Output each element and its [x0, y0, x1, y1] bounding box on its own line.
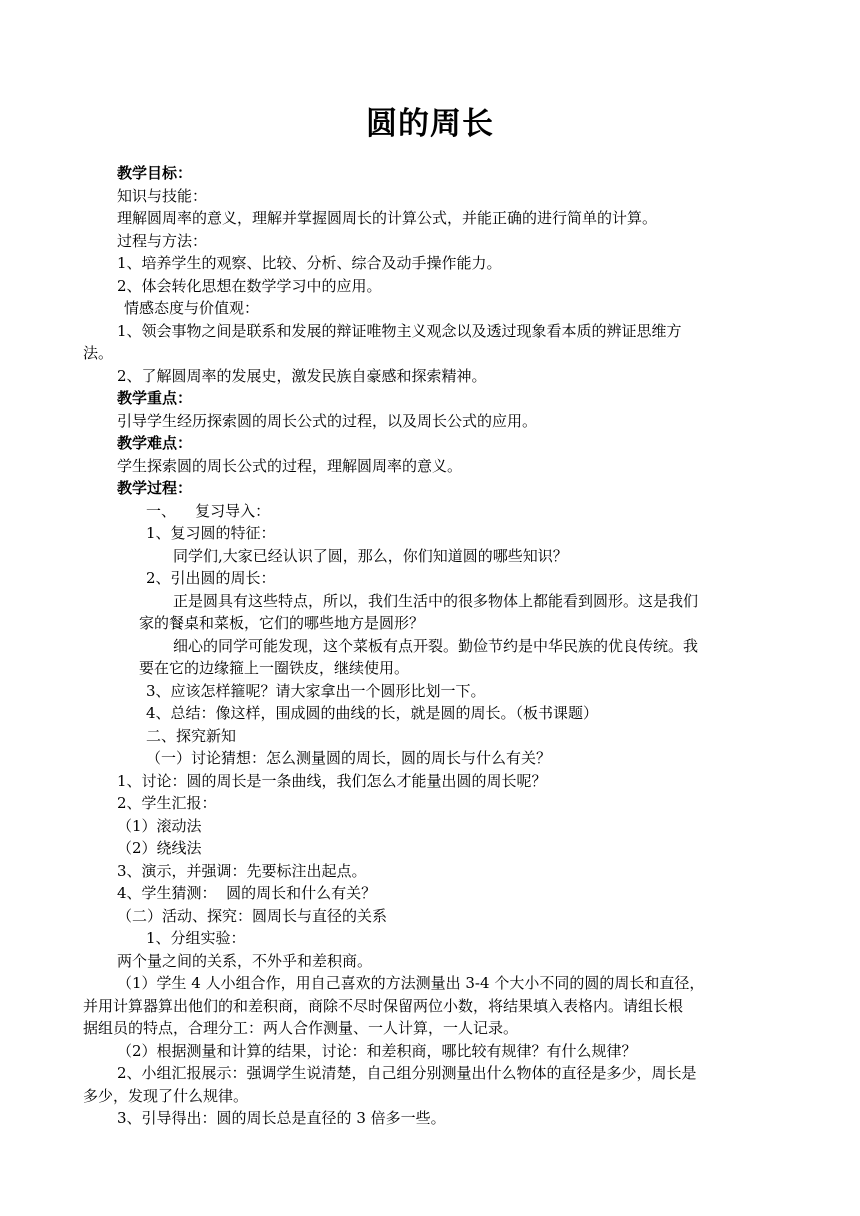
text-line: 1、培养学生的观察、比较、分析、综合及动手操作能力。: [117, 254, 502, 272]
text-line: 1、复习圆的特征：: [146, 524, 276, 542]
text-line: 法。: [83, 344, 114, 362]
heading-difficulties: 教学难点：: [117, 434, 193, 452]
text-line: 学生探索圆的周长公式的过程，理解圆周率的意义。: [117, 457, 463, 475]
heading-teaching-process: 教学过程：: [117, 479, 193, 497]
text-line: 2、小组汇报展示：强调学生说清楚，自己组分别测量出什么物体的直径是多少，周长是: [117, 1064, 697, 1082]
text-line: （1）学生 4 人小组合作，用自己喜欢的方法测量出 3-4 个大小不同的圆的周长和直径，: [117, 974, 705, 992]
text-line: 3、演示，并强调：先要标注出起点。: [117, 862, 367, 880]
text-line: 细心的同学可能发现，这个菜板有点开裂。勤俭节约是中华民族的优良传统。我: [173, 637, 699, 655]
text-line: 2、引出圆的周长：: [146, 569, 276, 587]
text-line: （二）活动、探究：圆周长与直径的关系: [117, 907, 388, 925]
text-line: 3、应该怎样箍呢？请大家拿出一个圆形比划一下。: [146, 682, 486, 700]
text-line: 2、体会转化思想在数学学习中的应用。: [117, 277, 382, 295]
text-line: 4、总结：像这样，围成圆的曲线的长，就是圆的周长。（板书课题）: [146, 704, 599, 722]
text-line: 正是圆具有这些特点，所以，我们生活中的很多物体上都能看到圆形。这是我们: [173, 592, 699, 610]
text-line: （一）讨论猜想：怎么测量圆的周长，圆的周长与什么有关？: [146, 749, 552, 767]
text-line: 理解圆周率的意义，理解并掌握圆周长的计算公式，并能正确的进行简单的计算。: [117, 209, 658, 227]
text-line: （1）滚动法: [117, 817, 202, 835]
text-line: 情感态度与价值观：: [124, 299, 260, 317]
text-line: 1、领会事物之间是联系和发展的辩证唯物主义观念以及透过现象看本质的辨证思维方: [117, 322, 682, 340]
text-line: 家的餐桌和菜板，它们的哪些地方是圆形？: [139, 614, 425, 632]
text-line: 据组员的特点，合理分工：两人合作测量、一人计算，一人记录。: [83, 1019, 519, 1037]
text-line: 两个量之间的关系，不外乎和差积商。: [117, 952, 373, 970]
section-heading: 一、 复习导入：: [146, 502, 271, 520]
text-line: 1、分组实验：: [146, 929, 246, 947]
text-line: 同学们,大家已经认识了圆，那么，你们知道圆的哪些知识？: [173, 547, 568, 565]
text-line: 要在它的边缘箍上一圈铁皮，继续使用。: [139, 659, 410, 677]
text-line: （2）根据测量和计算的结果，讨论：和差积商，哪比较有规律？有什么规律？: [117, 1042, 637, 1060]
text-line: 2、学生汇报：: [117, 794, 217, 812]
text-line: 2、了解圆周率的发展史，激发民族自豪感和探索精神。: [117, 367, 487, 385]
text-line: 多少，发现了什么规律。: [83, 1087, 249, 1105]
text-line: 4、学生猜测： 圆的周长和什么有关？: [117, 884, 377, 902]
text-line: 引导学生经历探索圆的周长公式的过程，以及周长公式的应用。: [117, 412, 538, 430]
text-line: 过程与方法：: [117, 232, 208, 250]
text-line: 知识与技能：: [117, 187, 208, 205]
heading-teaching-goals: 教学目标：: [117, 164, 193, 182]
heading-key-points: 教学重点：: [117, 389, 193, 407]
text-line: 并用计算器算出他们的和差积商，商除不尽时保留两位小数，将结果填入表格内。请组长根: [83, 997, 684, 1015]
text-line: 3、引导得出：圆的周长总是直径的 3 倍多一些。: [117, 1109, 446, 1127]
document-title: 圆的周长: [366, 106, 494, 142]
text-line: （2）绕线法: [117, 839, 202, 857]
section-heading: 二、探究新知: [146, 727, 237, 745]
text-line: 1、讨论：圆的周长是一条曲线，我们怎么才能量出圆的周长呢？: [117, 772, 547, 790]
